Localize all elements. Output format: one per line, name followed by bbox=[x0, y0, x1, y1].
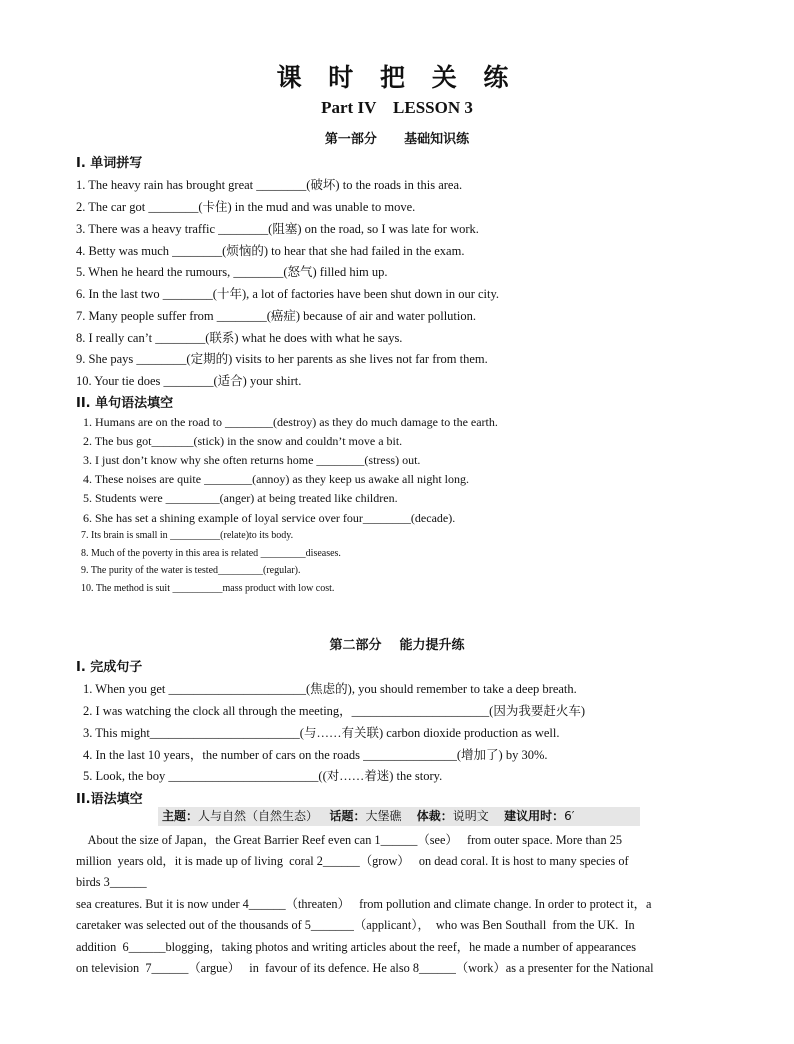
time-value: 6′ bbox=[564, 809, 575, 823]
theme-value: 人与自然（自然生态） bbox=[198, 809, 319, 823]
topic-value: 大堡礁 bbox=[365, 809, 402, 823]
heading-grammar-fill: II. 单句语法填空 bbox=[76, 396, 174, 411]
grammar-item-10: 10. The method is suit __________mass product with low cost. bbox=[81, 583, 335, 594]
spelling-item-10: 10. Your tie does ________(适合) your shirt. bbox=[76, 374, 302, 388]
passage-line-7: on television 7______（argue） in favour of its defence. He also 8______（work）as a presenter for the National bbox=[76, 961, 654, 975]
grammar-item-1: 1. Humans are on the road to ________(destroy) as they do much damage to the earth. bbox=[83, 415, 498, 429]
sentence-item-1: 1. When you get ______________________(焦虑的), you should remember to take a deep breath. bbox=[83, 682, 577, 696]
page-title: 课 时 把 关 练 bbox=[276, 63, 518, 92]
sentence-item-5: 5. Look, the boy ________________________((对……着迷) the story. bbox=[83, 769, 443, 783]
passage-line-3: birds 3______ bbox=[76, 875, 147, 889]
spelling-item-8: 8. I really can’t ________(联系) what he does with what he says. bbox=[76, 331, 403, 345]
time-label: 建议用时： bbox=[504, 809, 565, 823]
passage-line-1: About the size of Japan，the Great Barrier Reef even can 1______（see） from outer space. More than 25 bbox=[76, 833, 623, 847]
grammar-item-2: 2. The bus got_______(stick) in the snow and couldn’t move a bit. bbox=[83, 434, 403, 448]
grammar-item-7: 7. Its brain is small in __________(relate)to its body. bbox=[81, 530, 294, 541]
spelling-item-5: 5. When he heard the rumours, ________(怒气) filled him up. bbox=[76, 265, 388, 279]
sentence-item-2: 2. I was watching the clock all through the meeting，______________________(因为我要赶火车) bbox=[83, 704, 586, 718]
grammar-item-9: 9. The purity of the water is tested_________(regular). bbox=[81, 565, 301, 576]
section-title-basic: 第一部分 基础知识练 bbox=[324, 132, 470, 147]
spelling-item-7: 7. Many people suffer from ________(癌症) because of air and water pollution. bbox=[76, 309, 477, 323]
passage-line-4: sea creatures. But it is now under 4______（threaten） from pollution and climate change. In order to protect it，a bbox=[76, 897, 652, 911]
grammar-item-6: 6. She has set a shining example of loyal service over four________(decade). bbox=[83, 511, 456, 525]
spelling-item-1: 1. The heavy rain has brought great ________(破坏) to the roads in this area. bbox=[76, 178, 463, 192]
grammar-item-3: 3. I just don’t know why she often returns home ________(stress) out. bbox=[83, 453, 421, 467]
lesson-subtitle: Part IV LESSON 3 bbox=[321, 98, 473, 117]
spelling-item-3: 3. There was a heavy traffic ________(阻塞) on the road, so I was late for work. bbox=[76, 222, 479, 236]
spelling-item-4: 4. Betty was much ________(烦恼的) to hear that she had failed in the exam. bbox=[76, 244, 465, 258]
heading-passage-fill: II.语法填空 bbox=[76, 792, 143, 807]
passage-line-6: addition 6______blogging，taking photos and writing articles about the reef，he made a number of appearances bbox=[76, 940, 637, 954]
sentence-item-4: 4. In the last 10 years，the number of cars on the roads _______________(增加了) by 30%. bbox=[83, 748, 548, 762]
spelling-item-6: 6. In the last two ________(十年), a lot of factories have been shut down in our city. bbox=[76, 287, 500, 301]
spelling-item-2: 2. The car got ________(卡住) in the mud and was unable to move. bbox=[76, 200, 416, 214]
heading-complete-sentences: I. 完成句子 bbox=[76, 660, 143, 675]
grammar-item-4: 4. These noises are quite ________(annoy) as they keep us awake all night long. bbox=[83, 472, 470, 486]
section-title-advanced: 第二部分 能力提升练 bbox=[329, 638, 465, 653]
spelling-item-9: 9. She pays ________(定期的) visits to her parents as she lives not far from them. bbox=[76, 352, 488, 366]
genre-label: 体裁： bbox=[416, 809, 453, 823]
topic-label: 话题： bbox=[329, 809, 366, 823]
passage-theme-banner bbox=[158, 807, 640, 826]
heading-word-spelling: I. 单词拼写 bbox=[76, 156, 143, 171]
passage-line-2: million years old，it is made up of living coral 2______（grow） on dead coral. It is host to many species of bbox=[76, 854, 629, 868]
passage-line-5: caretaker was selected out of the thousands of 5_______（applicant）， who was Ben Southall from the UK. In bbox=[76, 918, 635, 932]
grammar-item-8: 8. Much of the poverty in this area is related _________diseases. bbox=[81, 548, 341, 559]
grammar-item-5: 5. Students were _________(anger) at being treated like children. bbox=[83, 491, 398, 505]
sentence-item-3: 3. This might________________________(与……有关联) carbon dioxide production as well. bbox=[83, 726, 560, 740]
genre-value: 说明文 bbox=[452, 809, 489, 823]
theme-label: 主题： bbox=[162, 809, 199, 823]
